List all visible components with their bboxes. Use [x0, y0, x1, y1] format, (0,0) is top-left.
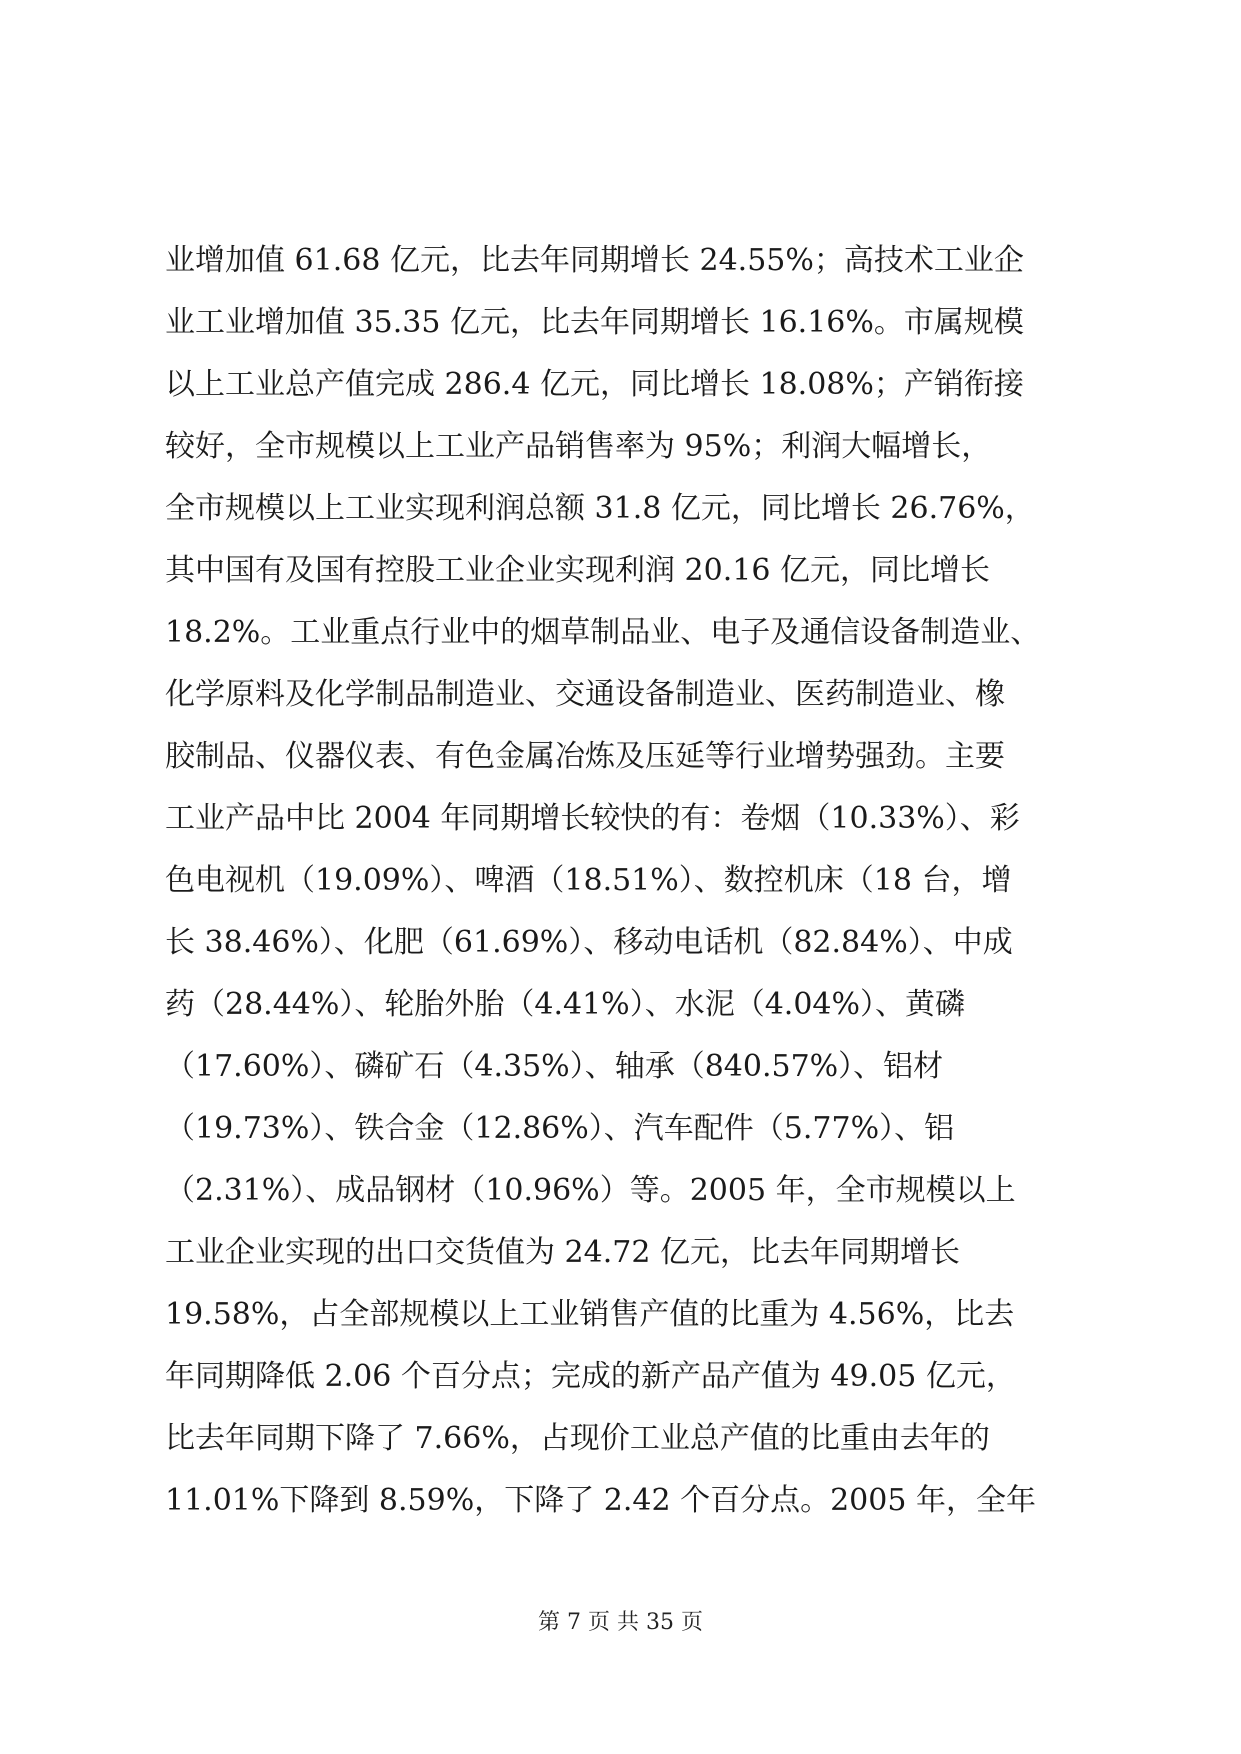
body-text	[165, 230, 1085, 1532]
text-line: 较好，全市规模以上工业产品销售率为 95%；利润大幅增长，	[165, 429, 992, 464]
text-line: （19.73%）、铁合金（12.86%）、汽车配件（5.77%）、铝	[165, 1111, 955, 1146]
text-line: （17.60%）、磷矿石（4.35%）、轴承（840.57%）、铝材	[165, 1049, 944, 1084]
text-line: 工业企业实现的出口交货值为 24.72 亿元，比去年同期增长	[165, 1235, 960, 1270]
text-line: 业增加值 61.68 亿元，比去年同期增长 24.55%；高技术工业企	[165, 243, 1024, 278]
text-line: 其中国有及国有控股工业企业实现利润 20.16 亿元，同比增长	[165, 553, 990, 588]
text-line: 11.01%下降到 8.59%，下降了 2.42 个百分点。2005 年，全年	[165, 1483, 1036, 1518]
text-line: （2.31%）、成品钢材（10.96%）等。2005 年，全市规模以上	[165, 1173, 1016, 1208]
text-line: 色电视机（19.09%）、啤酒（18.51%）、数控机床（18 台，增	[165, 863, 1012, 898]
text-line: 18.2%。工业重点行业中的烟草制品业、电子及通信设备制造业、	[165, 615, 1041, 650]
page-footer	[0, 1608, 1241, 1638]
text-line: 19.58%，占全部规模以上工业销售产值的比重为 4.56%，比去	[165, 1297, 1015, 1332]
text-line: 全市规模以上工业实现利润总额 31.8 亿元，同比增长 26.76%，	[165, 491, 1035, 526]
page-number: 第 7 页 共 35 页	[538, 1610, 703, 1635]
text-line: 药（28.44%）、轮胎外胎（4.41%）、水泥（4.04%）、黄磷	[165, 987, 965, 1022]
text-line: 年同期降低 2.06 个百分点；完成的新产品产值为 49.05 亿元，	[165, 1359, 1016, 1394]
text-line: 胶制品、仪器仪表、有色金属冶炼及压延等行业增势强劲。主要	[165, 739, 1005, 774]
text-line: 工业产品中比 2004 年同期增长较快的有：卷烟（10.33%）、彩	[165, 801, 1020, 836]
text-line: 长 38.46%）、化肥（61.69%）、移动电话机（82.84%）、中成	[165, 925, 1013, 960]
text-line: 比去年同期下降了 7.66%，占现价工业总产值的比重由去年的	[165, 1421, 990, 1456]
text-line: 以上工业总产值完成 286.4 亿元，同比增长 18.08%；产销衔接	[165, 367, 1024, 402]
text-line: 业工业增加值 35.35 亿元，比去年同期增长 16.16%。市属规模	[165, 305, 1024, 340]
text-line: 化学原料及化学制品制造业、交通设备制造业、医药制造业、橡	[165, 677, 1005, 712]
